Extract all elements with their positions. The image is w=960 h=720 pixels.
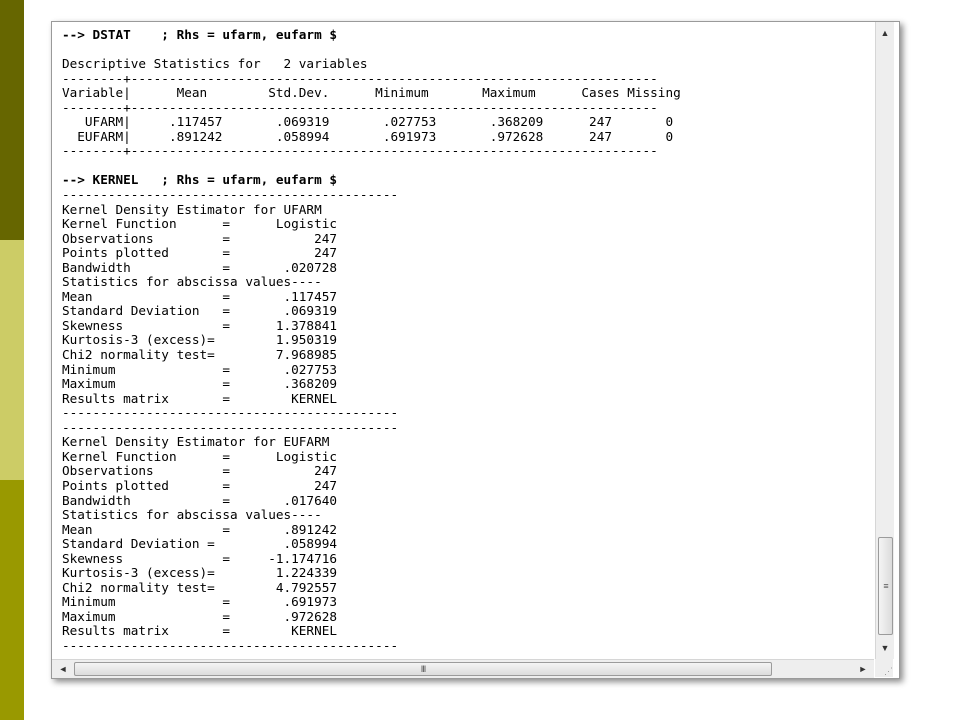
output-line: Maximum = .972628 bbox=[62, 608, 337, 624]
horizontal-scroll-thumb[interactable] bbox=[74, 662, 772, 676]
output-line: Points plotted = 247 bbox=[62, 245, 337, 261]
slide-band-bottom bbox=[0, 480, 24, 720]
vertical-scroll-thumb[interactable] bbox=[878, 537, 893, 635]
output-line: Results matrix = KERNEL bbox=[62, 390, 337, 406]
output-line: UFARM| .117457 .069319 .027753 .368209 247 0 bbox=[62, 114, 674, 130]
output-line: Chi2 normality test= 4.792557 bbox=[62, 579, 337, 595]
output-line bbox=[62, 159, 681, 174]
output-line: Skewness = 1.378841 bbox=[62, 317, 337, 333]
output-line: Mean = .891242 bbox=[62, 521, 337, 537]
output-line: EUFARM| .891242 .058994 .691973 .972628 247 0 bbox=[62, 128, 674, 144]
output-window bbox=[51, 21, 900, 679]
scroll-up-arrow-icon[interactable]: ▲ bbox=[880, 28, 890, 38]
output-line: Skewness = -1.174716 bbox=[62, 550, 337, 566]
output-line: -------------------------------------------- bbox=[62, 419, 399, 435]
output-line: --> KERNEL ; Rhs = ufarm, eufarm $ bbox=[62, 172, 337, 188]
output-line: Statistics for abscissa values---- bbox=[62, 274, 322, 290]
output-line: Chi2 normality test= 7.968985 bbox=[62, 347, 337, 363]
output-line: Kernel Density Estimator for EUFARM bbox=[62, 434, 330, 450]
scroll-left-arrow-icon[interactable]: ◄ bbox=[58, 664, 68, 674]
output-line: Statistics for abscissa values---- bbox=[62, 507, 322, 523]
output-line: -------------------------------------------- bbox=[62, 405, 399, 421]
scroll-right-arrow-icon[interactable]: ► bbox=[858, 664, 868, 674]
grip-bars-icon: III bbox=[420, 664, 426, 674]
output-line: --------+--------------------------------------------------------------------- bbox=[62, 99, 658, 115]
output-line: --------+--------------------------------------------------------------------- bbox=[62, 70, 658, 86]
output-line: Results matrix = KERNEL bbox=[62, 623, 337, 639]
grip-lines-icon: ≡ bbox=[883, 581, 888, 591]
output-line: Kurtosis-3 (excess)= 1.224339 bbox=[62, 565, 337, 581]
output-line: Descriptive Statistics for 2 variables bbox=[62, 56, 368, 72]
slide-band-middle bbox=[0, 240, 24, 480]
output-line: Bandwidth = .017640 bbox=[62, 492, 337, 508]
output-line: Mean = .117457 bbox=[62, 288, 337, 304]
output-line: Bandwidth = .020728 bbox=[62, 259, 337, 275]
slide-band-top bbox=[0, 0, 24, 240]
output-pane bbox=[52, 22, 874, 659]
output-line: --> DSTAT ; Rhs = ufarm, eufarm $ bbox=[62, 27, 337, 42]
scroll-down-arrow-icon[interactable]: ▼ bbox=[880, 643, 890, 653]
output-line: Kernel Function = Logistic bbox=[62, 448, 337, 464]
output-line: Observations = 247 bbox=[62, 463, 337, 479]
output-line: Observations = 247 bbox=[62, 230, 337, 246]
output-line: Standard Deviation = .069319 bbox=[62, 303, 337, 319]
output-line: Kurtosis-3 (excess)= 1.950319 bbox=[62, 332, 337, 348]
output-line bbox=[62, 43, 681, 58]
output-line: Kernel Density Estimator for UFARM bbox=[62, 201, 322, 217]
output-line: -------------------------------------------- bbox=[62, 187, 399, 203]
output-line: Minimum = .027753 bbox=[62, 361, 337, 377]
output-line: -------------------------------------------- bbox=[62, 637, 399, 653]
horizontal-scrollbar[interactable] bbox=[52, 659, 874, 678]
output-line: Kernel Function = Logistic bbox=[62, 216, 337, 232]
output-line: --------+--------------------------------------------------------------------- bbox=[62, 143, 658, 159]
output-line: Points plotted = 247 bbox=[62, 477, 337, 493]
output-line: Variable| Mean Std.Dev. Minimum Maximum Cases Missing bbox=[62, 85, 681, 101]
output-line: Maximum = .368209 bbox=[62, 376, 337, 392]
vertical-scrollbar[interactable] bbox=[875, 22, 894, 659]
output-line: Standard Deviation = .058994 bbox=[62, 536, 337, 552]
output-text bbox=[62, 28, 681, 654]
output-line: Minimum = .691973 bbox=[62, 594, 337, 610]
resize-grip-icon[interactable]: ⋰ bbox=[875, 659, 893, 677]
